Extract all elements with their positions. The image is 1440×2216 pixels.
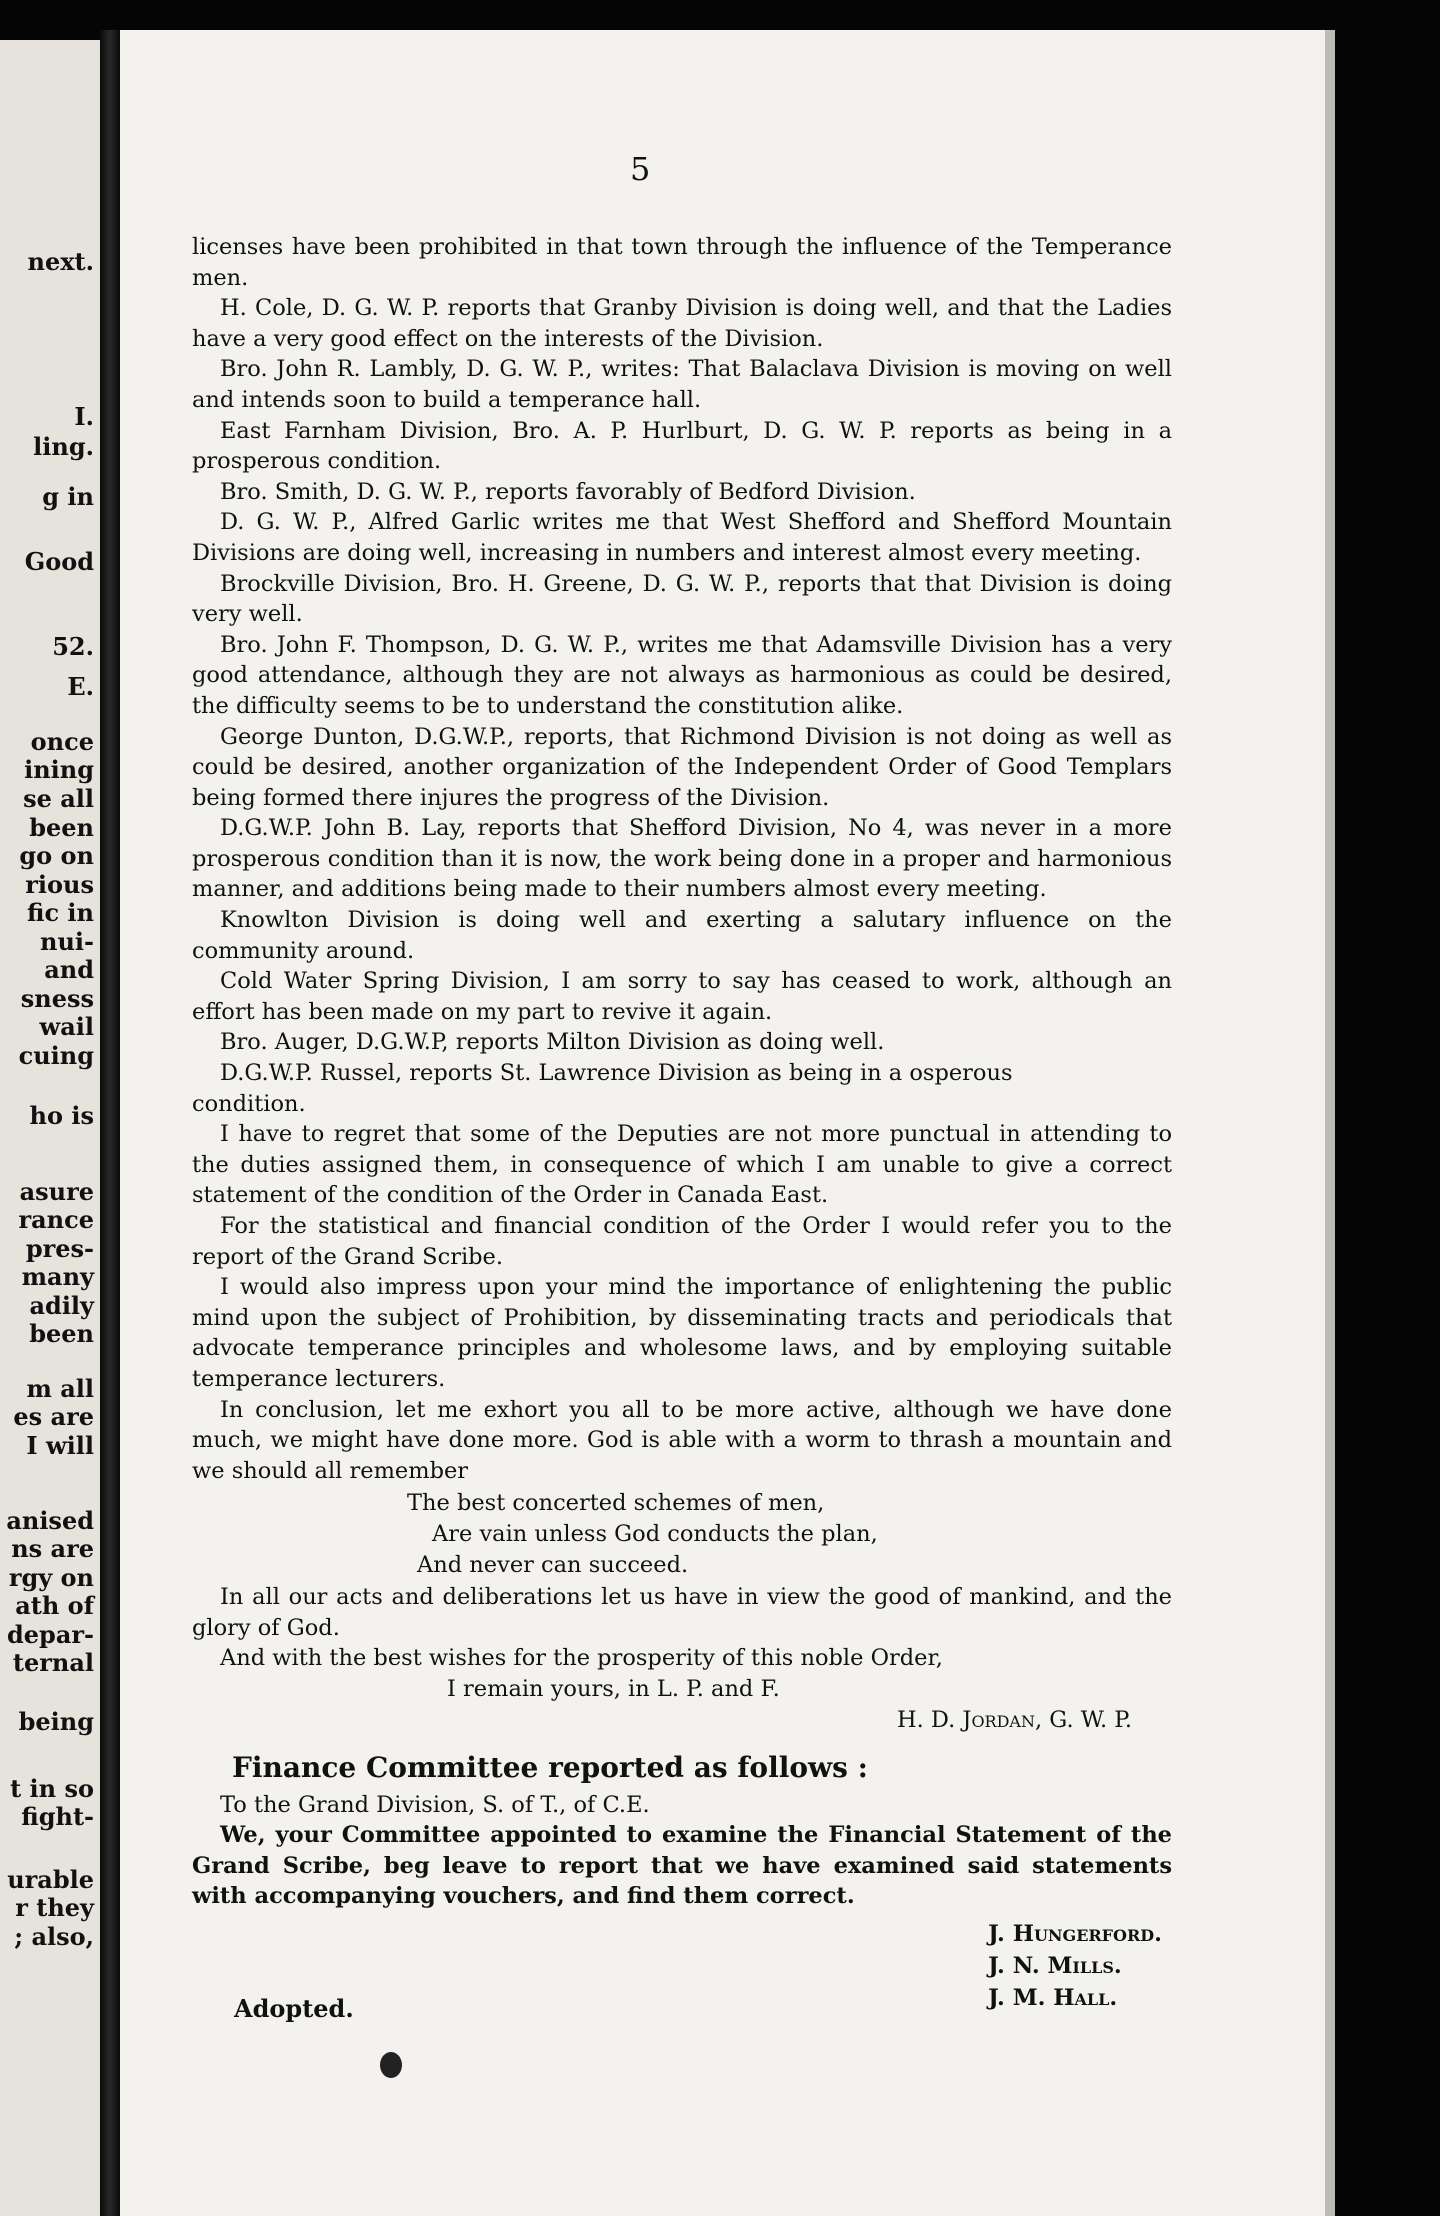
left-page-fragment: t in so [10,1774,94,1803]
poem-line: Are vain unless God conducts the plan, [432,1520,878,1547]
paragraph: Cold Water Spring Division, I am sorry to say has ceased to work, although an effort has been made on my part to revive it again. [192,968,1172,1025]
paragraph: D.G.W.P. Russel, reports St. Lawrence Division as being in a osperous [220,1060,1013,1087]
left-page-fragment: ho is [29,1101,94,1130]
paragraph: H. Cole, D. G. W. P. reports that Granby Division is doing well, and that the Ladies have a very good effect on the interests of the Division. [192,295,1172,352]
finance-address: To the Grand Division, S. of T., of C.E. [220,1791,650,1818]
ink-blot [380,2052,402,2078]
left-page-fragment: ining [24,755,94,784]
committee-signatories [988,1918,1162,2014]
paragraph: Brockville Division, Bro. H. Greene, D. G. W. P., reports that that Division is doing very well. [192,570,1172,628]
left-page-fragment: wail [39,1012,94,1041]
left-page-fragment: r they [15,1893,94,1922]
paragraph: In conclusion, let me exhort you all to be more active, although we have done much, we might have done more. God is able with a worm to thrash a mountain and we should all remember [192,1396,1172,1484]
signatory: J. Hungerford. [988,1921,1162,1948]
left-page-fragment: ; also, [14,1922,94,1951]
left-page-fragment: next. [27,247,94,276]
paragraph: D.G.W.P. John B. Lay, reports that Shefford Division, No 4, was never in a more prosperous condition than it is now, the work being done in a proper and harmonious manner, and additions being made to their numbers almost every meeting. [192,815,1172,903]
left-page-fragment: g in [42,482,94,511]
body-paragraphs [192,232,1172,1486]
left-page-fragment: fight- [21,1802,94,1831]
closing-line: I remain yours, in L. P. and F. [447,1675,780,1702]
finance-report: We, your Committee appointed to examine the Financial Statement of the Grand Scribe, beg leave to report that we have examined said statements with accompanying vouchers, and find them correct. [192,1822,1172,1910]
left-page-fragment: rgy on [8,1563,94,1592]
paragraph: George Dunton, D.G.W.P., reports, that Richmond Division is not doing as well as could be desired, another organization of the Independent Order of Good Templars being formed there injures the progress of the Division. [192,723,1172,811]
left-page-fragment: go on [19,841,94,870]
left-page-fragment: nui- [40,927,94,956]
left-page-fragment: sness [20,984,94,1013]
left-page-fragment: ternal [12,1648,94,1677]
paragraph: Bro. John F. Thompson, D. G. W. P., writes me that Adamsville Division has a very good attendance, although they are not always as harmonious as could be desired, the difficulty seems to be to understand the constitution alike. [192,631,1172,719]
left-page-fragment: asure [19,1177,94,1206]
left-page-fragment: been [29,813,94,842]
left-page-fragment: es are [13,1402,94,1431]
paragraph: And with the best wishes for the prosperity of this noble Order, [220,1645,943,1672]
page-edge [1325,30,1335,2216]
finance-footer [192,1918,1172,2048]
left-page-fragment: being [18,1707,94,1736]
left-page-fragment: urable [7,1865,94,1894]
left-facing-page [0,40,100,2216]
left-page-fragment: E. [67,672,94,701]
left-page-fragment: ns are [11,1534,94,1563]
paragraph: I would also impress upon your mind the importance of enlightening the public mind upon the subject of Prohibition, by disseminating tracts and periodicals that advocate temperance principles and wholesome laws, and by employing suitable temperance lecturers. [192,1274,1172,1392]
left-page-fragment: m all [26,1374,94,1403]
paragraph: licenses have been prohibited in that town through the influence of the Temperance men. [192,234,1172,291]
signature: H. D. Jordan, G. W. P. [896,1706,1132,1733]
left-page-fragment: many [21,1262,94,1291]
page-number: 5 [630,150,651,188]
left-page-fragment: Good [24,547,94,576]
left-page-fragment: adily [29,1291,94,1320]
paragraph: East Farnham Division, Bro. A. P. Hurlburt, D. G. W. P. reports as being in a prosperous condition. [192,417,1172,475]
finance-heading: Finance Committee reported as follows : [232,1751,869,1785]
left-page-fragment: been [29,1319,94,1348]
paragraph: Bro. John R. Lambly, D. G. W. P., writes: That Balaclava Division is moving on well and intends soon to build a temperance hall. [192,356,1172,413]
paragraph: condition. [192,1090,306,1117]
signatory: J. M. Hall. [988,1985,1118,2012]
left-page-fragment: once [30,727,94,756]
left-page-fragment: ath of [15,1591,94,1620]
book-gutter [100,30,120,2216]
left-page-fragment: rious [25,870,94,899]
paragraph: For the statistical and financial condition of the Order I would refer you to the report of the Grand Scribe. [192,1213,1172,1270]
poem-line: The best concerted schemes of men, [407,1490,825,1517]
paragraph: I have to regret that some of the Deputies are not more punctual in attending to the duties assigned them, in consequence of which I am unable to give a correct statement of the condition of the Order in Canada East. [192,1121,1172,1209]
left-page-fragment: I. [74,402,94,431]
left-page-fragment: se all [23,784,94,813]
paragraph: Bro. Smith, D. G. W. P., reports favorably of Bedford Division. [220,478,916,505]
left-page-fragment: I will [26,1431,94,1460]
left-page-fragment: anised [6,1506,94,1535]
left-page-fragment: ling. [33,432,94,461]
left-page-fragment: fic in [27,898,94,927]
page-text [192,232,1172,2048]
adopted-label: Adopted. [234,1994,354,2024]
left-page-fragment: and [44,955,94,984]
paragraph: In all our acts and deliberations let us have in view the good of mankind, and the glory of God. [192,1584,1172,1641]
left-page-fragment: cuing [18,1041,94,1070]
signatory: J. N. Mills. [988,1953,1122,1980]
poem [192,1488,1172,1580]
poem-line: And never can succeed. [417,1551,689,1578]
left-page-fragment: pres- [25,1234,94,1263]
paragraph: Bro. Auger, D.G.W.P, reports Milton Division as doing well. [220,1029,885,1056]
left-page-fragment: 52. [52,632,94,661]
paragraph: Knowlton Division is doing well and exerting a salutary influence on the community around. [192,907,1172,964]
left-page-fragment: rance [18,1205,94,1234]
paragraph: D. G. W. P., Alfred Garlic writes me that West Shefford and Shefford Mountain Divisions are doing well, increasing in numbers and interest almost every meeting. [192,509,1172,566]
left-page-fragment: depar- [7,1620,94,1649]
